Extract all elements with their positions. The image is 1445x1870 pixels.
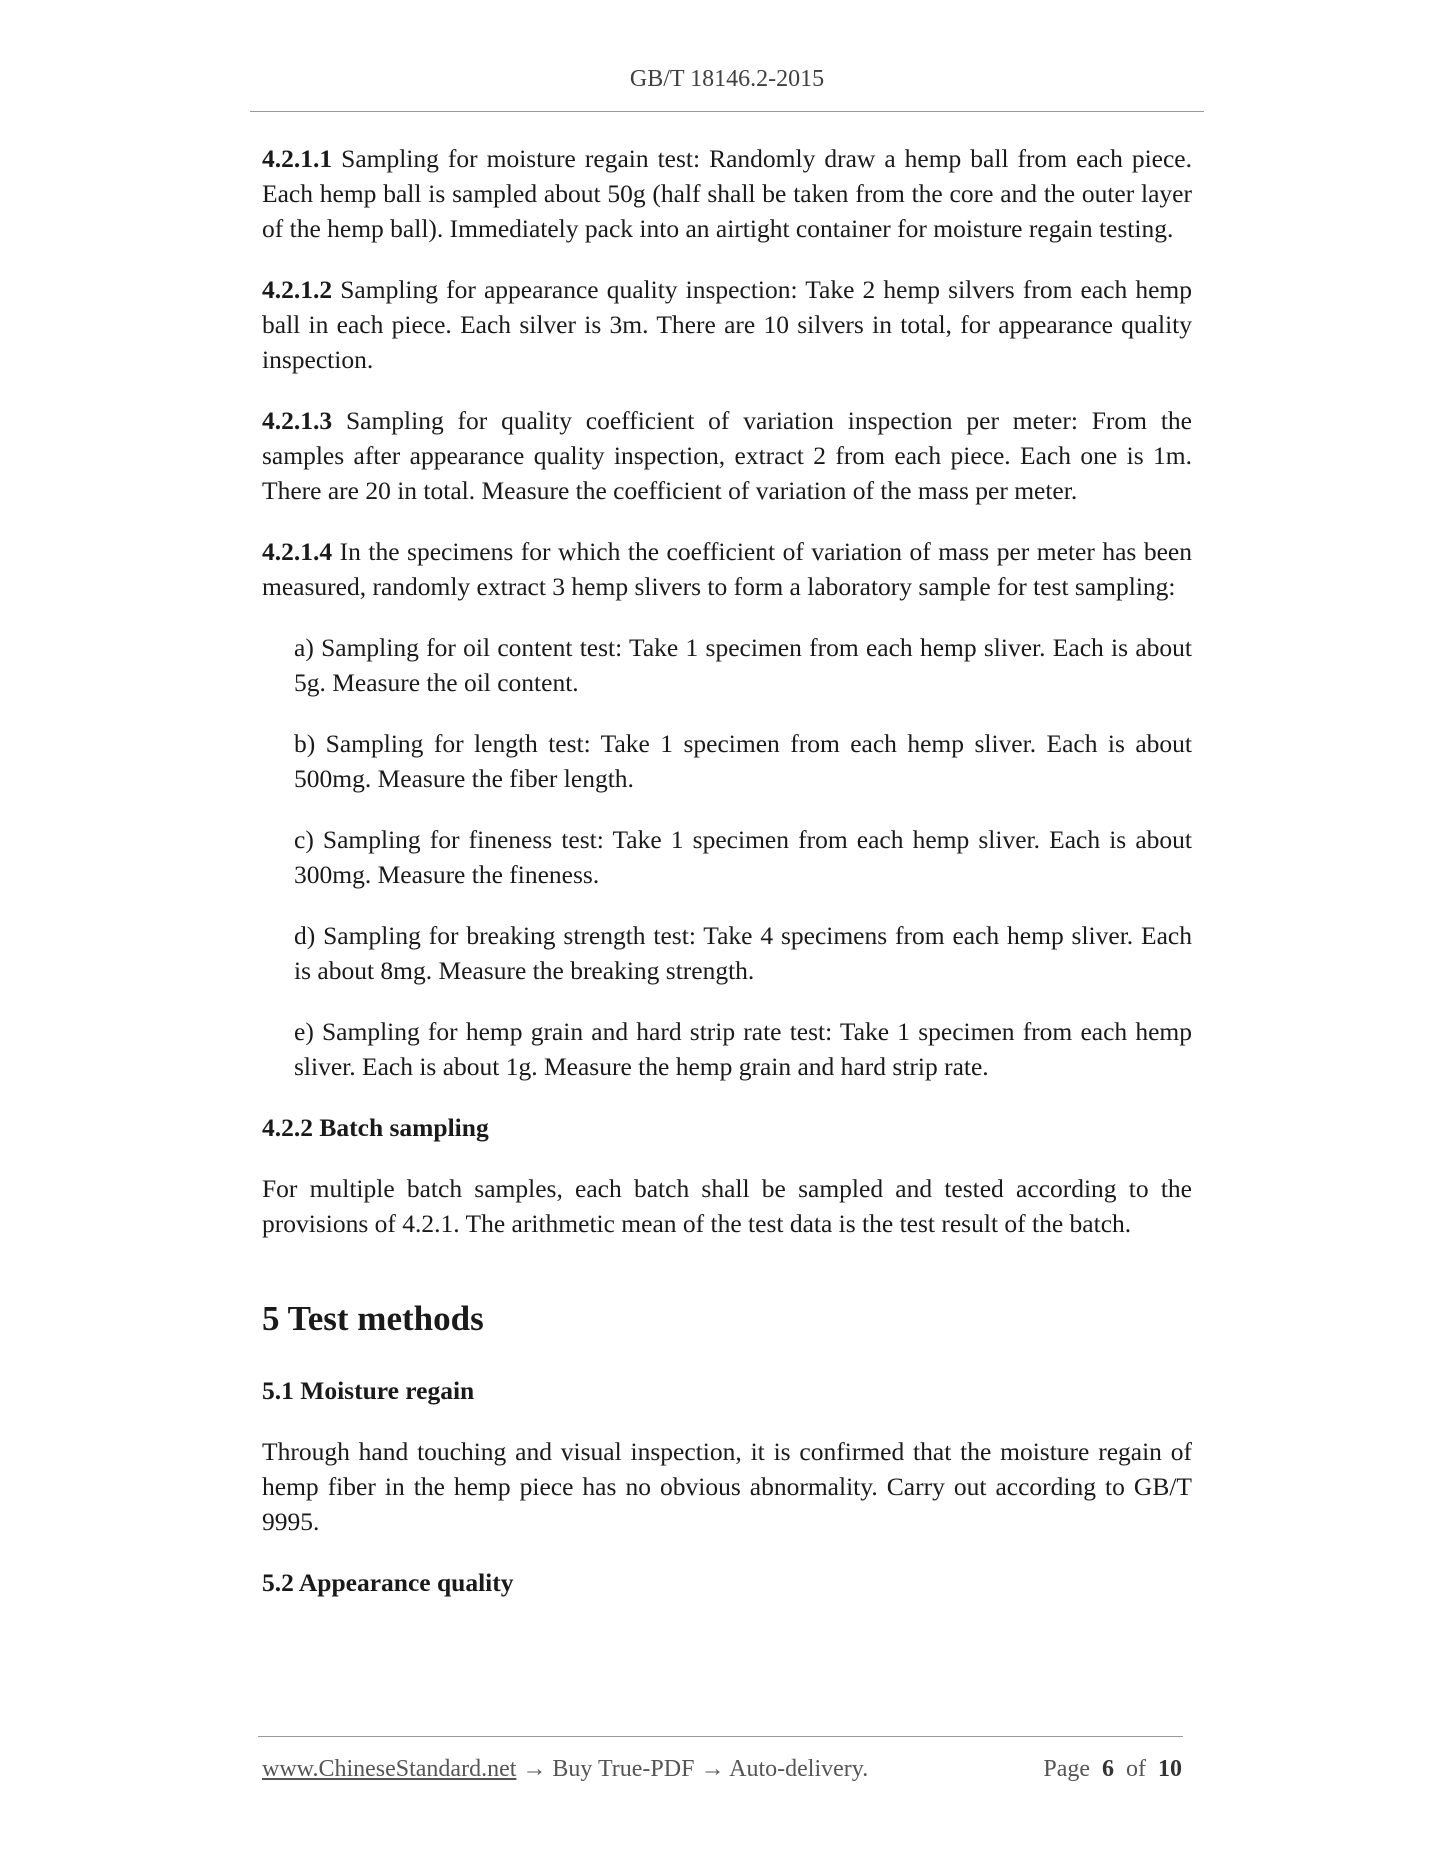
list-item-d: d) Sampling for breaking strength test: Take 4 specimens from each hemp sliver. Each is about 8mg. Measure the breaking strength. <box>294 921 1192 985</box>
header-divider <box>250 111 1204 112</box>
clause-number: 4.2.1.2 <box>262 275 333 304</box>
clause-4-2-1-2 <box>262 272 1192 377</box>
heading-5-1: 5.1 Moisture regain <box>262 1376 475 1405</box>
clause-text: Sampling for appearance quality inspection: Take 2 hemp silvers from each hemp ball in each piece. Each silver is 3m. There are 10 silvers in total, for appearance quality inspection. <box>262 275 1192 374</box>
page-total: 10 <box>1158 1756 1182 1782</box>
page-current: 6 <box>1102 1756 1114 1782</box>
heading-5-2: 5.2 Appearance quality <box>262 1568 514 1597</box>
paragraph-moisture-regain: Through hand touching and visual inspection, it is confirmed that the moisture regain of hemp fiber in the hemp piece has no obvious abnormality. Carry out according to GB/T 9995. <box>262 1437 1192 1536</box>
list-item-b: b) Sampling for length test: Take 1 specimen from each hemp sliver. Each is about 500mg. Measure the fiber length. <box>294 729 1192 793</box>
page-number <box>1043 1756 1182 1783</box>
clause-4-2-1-3 <box>262 403 1192 508</box>
list-item-e: e) Sampling for hemp grain and hard strip rate test: Take 1 specimen from each hemp sliver. Each is about 1g. Measure the hemp grain and hard strip rate. <box>294 1017 1192 1081</box>
buy-pdf-text: Buy True-PDF <box>552 1756 695 1782</box>
clause-number: 4.2.1.3 <box>262 406 333 435</box>
page-header <box>250 66 1204 93</box>
heading-4-2-2: 4.2.2 Batch sampling <box>262 1113 489 1142</box>
clause-4-2-1-4 <box>262 534 1192 604</box>
arrow-right-icon: → <box>700 1756 725 1782</box>
delivery-text: Auto-delivery. <box>729 1756 869 1782</box>
heading-section-5: 5 Test methods <box>262 1299 484 1338</box>
arrow-right-icon: → <box>522 1756 547 1782</box>
clause-text: Sampling for quality coefficient of variation inspection per meter: From the samples after appearance quality inspection, extract 2 from each piece. Each one is 1m. There are 20 in total. Measure the coefficient of variation of the mass per meter. <box>262 406 1192 505</box>
page-label: Page <box>1043 1756 1090 1782</box>
list-item-a: a) Sampling for oil content test: Take 1 specimen from each hemp sliver. Each is about 5g. Measure the oil content. <box>294 633 1192 697</box>
clause-number: 4.2.1.1 <box>262 144 333 173</box>
footer-divider <box>258 1736 1183 1737</box>
clause-text: Sampling for moisture regain test: Randomly draw a hemp ball from each piece. Each hemp ball is sampled about 50g (half shall be taken from the core and the outer layer of the hemp ball). Immediately pack into an airtight container for moisture regain testing. <box>262 144 1192 243</box>
paragraph-batch-sampling: For multiple batch samples, each batch shall be sampled and tested according to the provisions of 4.2.1. The arithmetic mean of the test data is the test result of the batch. <box>262 1174 1192 1238</box>
footer-promo <box>262 1756 868 1783</box>
site-link[interactable]: www.ChineseStandard.net <box>262 1756 517 1782</box>
page-of: of <box>1126 1756 1146 1782</box>
document-body <box>262 141 1192 1626</box>
list-item-c: c) Sampling for fineness test: Take 1 specimen from each hemp sliver. Each is about 300mg. Measure the fineness. <box>294 825 1192 889</box>
clause-number: 4.2.1.4 <box>262 537 333 566</box>
clause-text: In the specimens for which the coefficient of variation of mass per meter has been measured, randomly extract 3 hemp slivers to form a laboratory sample for test sampling: <box>262 537 1192 601</box>
clause-4-2-1-1 <box>262 141 1192 246</box>
standard-id: GB/T 18146.2-2015 <box>629 66 825 92</box>
